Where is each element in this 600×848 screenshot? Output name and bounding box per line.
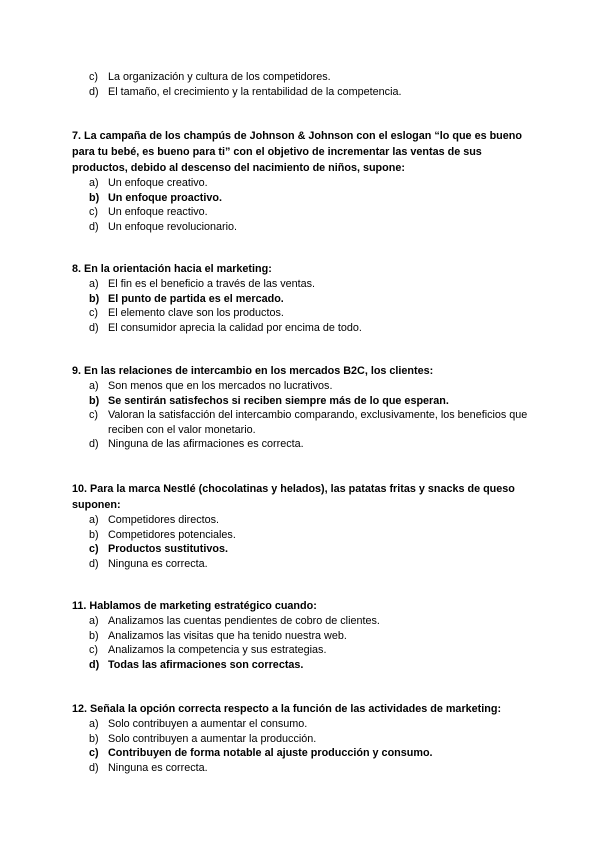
option-text: Un enfoque revolucionario. [108, 220, 238, 233]
option-letter: a) [89, 380, 99, 392]
question-8 [72, 261, 532, 335]
option-text: El punto de partida es el mercado. [108, 292, 284, 305]
answer-option-correct [72, 394, 532, 409]
option-text: Un enfoque creativo. [108, 177, 208, 189]
option-letter: d) [89, 321, 99, 334]
option-text: Son menos que en los mercados no lucrativos. [108, 380, 333, 392]
question-title: 12. Señala la opción correcta respecto a la función de las actividades de marketing: [72, 703, 502, 715]
answer-option-correct [72, 292, 532, 307]
answer-option [72, 528, 532, 543]
option-letter: a) [89, 177, 99, 189]
answer-option [72, 614, 532, 629]
question-7 [72, 128, 532, 234]
answer-option [72, 277, 532, 292]
option-text: Un enfoque reactivo. [108, 206, 208, 219]
question-11 [72, 598, 532, 672]
option-text: Contribuyen de forma notable al ajuste producción y consumo. [108, 747, 433, 760]
answer-option [72, 761, 532, 776]
option-text: El elemento clave son los productos. [108, 307, 284, 320]
answer-option [72, 85, 532, 100]
option-letter: b) [89, 394, 100, 407]
option-text: Ninguna de las afirmaciones es correcta. [108, 438, 304, 451]
option-letter: d) [89, 658, 100, 671]
option-letter: c) [89, 747, 99, 760]
option-letter: d) [89, 761, 99, 774]
question-12 [72, 701, 532, 775]
option-letter: c) [89, 409, 98, 422]
answer-option [72, 732, 532, 747]
option-text: Un enfoque proactivo. [108, 191, 222, 204]
option-letter: b) [89, 528, 99, 541]
option-letter: a) [89, 718, 99, 730]
option-letter: c) [89, 206, 98, 219]
option-letter: c) [89, 307, 98, 320]
option-text: Analizamos la competencia y sus estrategias. [108, 644, 327, 657]
answer-option [72, 629, 532, 644]
option-letter: d) [89, 85, 99, 98]
question-title: 7. La campaña de los champús de Johnson & Johnson con el eslogan “lo que es bueno para tu bebé, es bueno para ti” con el objetivo de incrementar las ventas de sus productos, debido al descenso del nacimiento de niños, supone: [72, 130, 522, 174]
option-text: Competidores potenciales. [108, 528, 236, 541]
answer-option [72, 306, 532, 321]
option-text: El consumidor aprecia la calidad por encima de todo. [108, 321, 362, 334]
option-letter: d) [89, 438, 99, 451]
answer-option [72, 379, 532, 394]
option-letter: a) [89, 615, 99, 627]
answer-option [72, 717, 532, 732]
answer-option-correct [72, 191, 532, 206]
option-letter: b) [89, 292, 100, 305]
answer-option-correct [72, 658, 532, 673]
answer-option [72, 70, 532, 85]
option-letter: b) [89, 191, 100, 204]
option-text: El fin es el beneficio a través de las ventas. [108, 278, 316, 290]
option-text: Ninguna es correcta. [108, 557, 208, 570]
answer-option [72, 513, 532, 528]
option-text: Solo contribuyen a aumentar el consumo. [108, 718, 308, 730]
question-title: 11. Hablamos de marketing estratégico cuando: [72, 600, 317, 612]
option-letter: b) [89, 732, 99, 745]
option-text: Competidores directos. [108, 514, 220, 526]
option-letter: c) [89, 644, 98, 657]
answer-option [72, 321, 532, 336]
option-text: Se sentirán satisfechos si reciben siempre más de lo que esperan. [108, 394, 449, 407]
answer-option-correct [72, 542, 532, 557]
question-title: 9. En las relaciones de intercambio en los mercados B2C, los clientes: [72, 365, 434, 377]
answer-option [72, 408, 532, 437]
option-text: Valoran la satisfacción del intercambio comparando, exclusivamente, los beneficios que reciben con el valor monetario. [108, 409, 528, 436]
option-letter: c) [89, 71, 98, 83]
answer-option [72, 205, 532, 220]
option-letter: c) [89, 543, 99, 556]
option-text: Analizamos las visitas que ha tenido nuestra web. [108, 629, 347, 642]
option-text: Ninguna es correcta. [108, 761, 208, 774]
option-text: Todas las afirmaciones son correctas. [108, 658, 304, 671]
option-letter: d) [89, 557, 99, 570]
answer-option [72, 643, 532, 658]
option-letter: a) [89, 514, 99, 526]
question-title: 8. En la orientación hacia el marketing: [72, 263, 272, 275]
answer-option [72, 437, 532, 452]
question-title: 10. Para la marca Nestlé (chocolatinas y helados), las patatas fritas y snacks de queso suponen: [72, 483, 515, 511]
option-letter: a) [89, 278, 99, 290]
question-continuation [72, 70, 532, 99]
question-9 [72, 363, 532, 452]
option-text: Analizamos las cuentas pendientes de cobro de clientes. [108, 615, 380, 627]
answer-option [72, 220, 532, 235]
answer-option [72, 557, 532, 572]
option-text: Productos sustitutivos. [108, 543, 228, 556]
answer-option [72, 176, 532, 191]
option-text: El tamaño, el crecimiento y la rentabilidad de la competencia. [108, 85, 402, 98]
answer-option-correct [72, 746, 532, 761]
option-letter: b) [89, 629, 99, 642]
question-10 [72, 481, 532, 571]
option-text: La organización y cultura de los competidores. [108, 71, 331, 83]
option-text: Solo contribuyen a aumentar la producción. [108, 732, 317, 745]
option-letter: d) [89, 220, 99, 233]
